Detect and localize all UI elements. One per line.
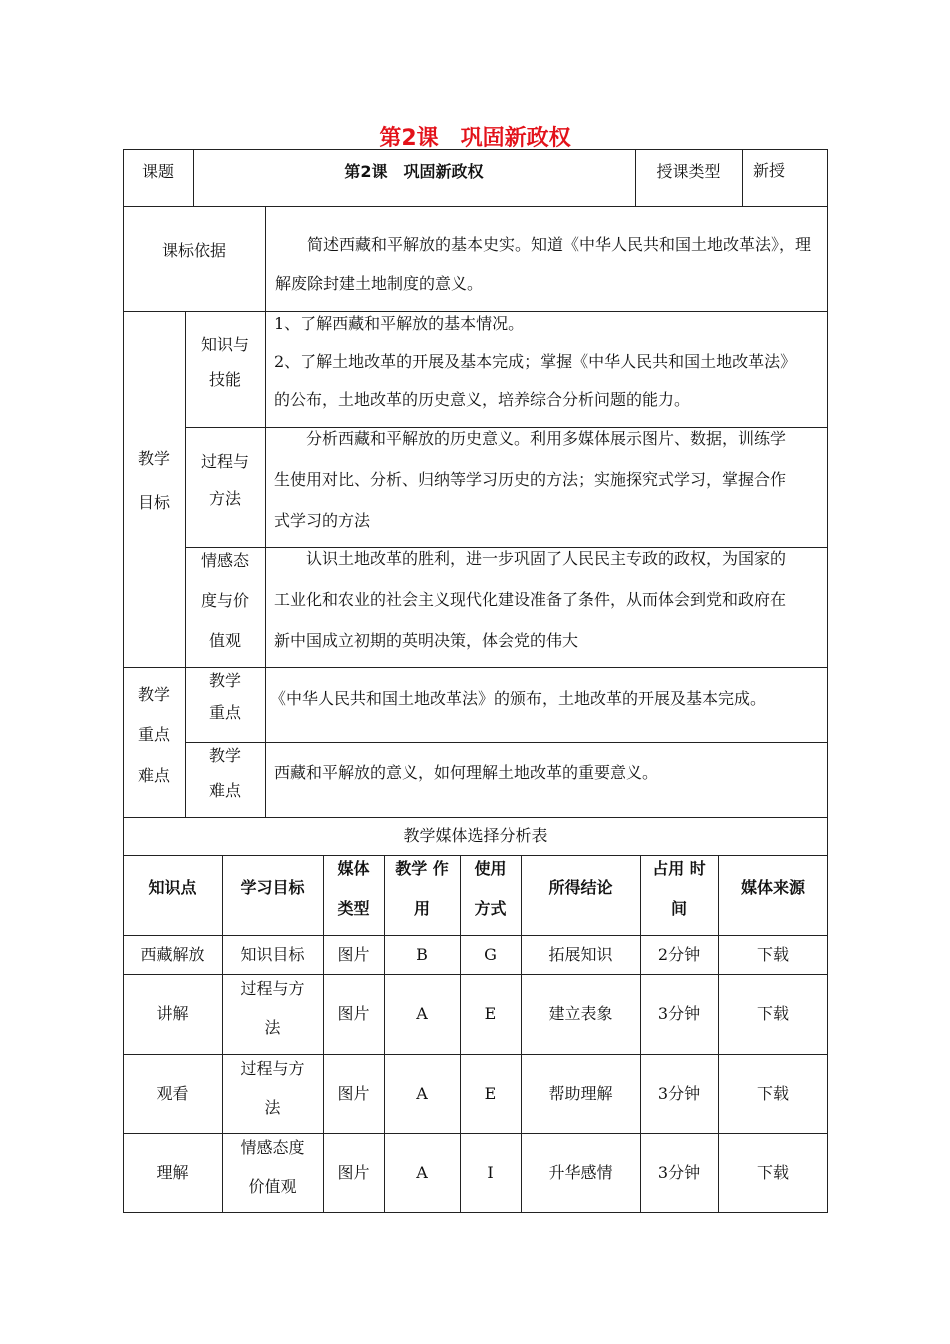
media-cell-type: 图片	[337, 1004, 370, 1023]
process-text: 生使用对比、分析、归纳等学习历史的方法；实施探究式学习，掌握合作	[274, 470, 787, 489]
media-cell-role: A	[416, 1163, 428, 1182]
media-cell-result: 拓展知识	[548, 944, 613, 964]
media-cell-role: B	[416, 944, 428, 964]
col-divider	[265, 206, 266, 311]
key-point-label: 教学	[208, 671, 241, 690]
attitude-text: 工业化和农业的社会主义现代化建设准备了条件，从而体会到党和政府在	[274, 590, 787, 609]
media-cell-time: 3分钟	[657, 1163, 701, 1182]
media-cell-type: 图片	[337, 944, 370, 964]
media-cell-time: 2分钟	[657, 944, 701, 964]
media-cell-time: 3分钟	[657, 1083, 701, 1103]
media-header-cell: 使用	[474, 859, 507, 878]
media-cell-goal: 法	[264, 1098, 281, 1117]
media-cell-source: 下载	[756, 1004, 789, 1023]
media-cell-goal: 价值观	[248, 1177, 297, 1196]
media-cell-method: G	[484, 944, 497, 964]
media-cell-source: 下载	[756, 1163, 789, 1182]
media-cell-source: 下载	[756, 1083, 789, 1103]
key-point-text: 《中华人民共和国土地改革法》的颁布，土地改革的开展及基本完成。	[270, 689, 767, 708]
lesson-type-label: 授课类型	[656, 162, 721, 181]
media-header-cell: 教学 作	[395, 859, 449, 878]
media-cell-goal: 过程与方	[240, 979, 305, 998]
media-header-cell: 用	[413, 899, 430, 918]
media-cell-goal: 知识目标	[240, 944, 305, 964]
media-cell-goal: 法	[264, 1018, 281, 1037]
subject-label: 课题	[141, 162, 174, 181]
media-cell-type: 图片	[337, 1083, 370, 1103]
media-header-cell: 类型	[337, 899, 370, 918]
media-cell-method: I	[487, 1163, 494, 1182]
media-header-cell: 占用 时	[652, 859, 706, 878]
col-divider	[742, 149, 743, 206]
standard-text: 简述西藏和平解放的基本史实。知道《中华人民共和国土地改革法》，理解废除封建土地制度的意义。	[275, 235, 812, 293]
key-point-label: 重点	[208, 703, 241, 722]
attitude-text: 新中国成立初期的英明决策，体会党的伟大	[274, 631, 579, 650]
subject-value: 第2课 巩固新政权	[344, 162, 484, 181]
difficulty-label: 教学	[208, 746, 241, 765]
difficulty-text: 西藏和平解放的意义，如何理解土地改革的重要意义。	[274, 763, 659, 782]
media-cell-role: A	[416, 1004, 428, 1023]
page-title: 第2课 巩固新政权	[379, 126, 571, 151]
attitude-label: 度与价	[200, 591, 249, 610]
media-header-cell: 媒体	[337, 859, 370, 878]
knowledge-label: 技能	[208, 370, 241, 389]
difficulty-label: 难点	[208, 781, 241, 800]
attitude-text: 认识土地改革的胜利，进一步巩固了人民民主专政的政权，为国家的	[274, 549, 787, 568]
media-cell-point: 西藏解放	[140, 944, 205, 964]
lesson-type-value: 新授	[753, 161, 786, 180]
focus-label: 教学	[137, 685, 170, 704]
media-header-cell: 知识点	[148, 878, 197, 897]
media-table-title: 教学媒体选择分析表	[403, 826, 548, 845]
media-cell-method: E	[484, 1083, 497, 1103]
row-divider	[123, 206, 828, 207]
media-cell-source: 下载	[756, 944, 789, 964]
media-cell-result: 建立表象	[548, 1004, 613, 1023]
focus-label: 重点	[137, 725, 170, 744]
media-cell-goal: 情感态度	[240, 1138, 305, 1157]
media-cell-method: E	[484, 1004, 497, 1023]
row-divider	[185, 742, 828, 743]
knowledge-text: 2、了解土地改革的开展及基本完成；掌握《中华人民共和国土地改革法》	[274, 352, 797, 371]
attitude-label: 值观	[208, 631, 241, 650]
media-header-cell: 方式	[474, 899, 507, 918]
media-header-cell: 所得结论	[548, 878, 613, 897]
media-cell-result: 升华感情	[548, 1163, 613, 1182]
media-cell-time: 3分钟	[657, 1004, 701, 1023]
process-text: 式学习的方法	[274, 511, 371, 530]
process-text: 分析西藏和平解放的历史意义。利用多媒体展示图片、数据，训练学	[274, 429, 787, 448]
attitude-label: 情感态	[200, 551, 249, 570]
process-label: 方法	[208, 489, 241, 508]
media-header-cell: 间	[670, 899, 687, 918]
media-cell-result: 帮助理解	[548, 1083, 613, 1103]
media-cell-point: 理解	[156, 1163, 189, 1182]
media-cell-point: 观看	[156, 1083, 189, 1103]
media-header-cell: 学习目标	[240, 878, 305, 897]
standard-label: 课标依据	[161, 241, 226, 260]
objectives-label-bottom: 目标	[137, 493, 170, 512]
media-cell-goal: 过程与方	[240, 1059, 305, 1078]
knowledge-label: 知识与	[200, 335, 249, 354]
process-label: 过程与	[200, 452, 249, 471]
col-divider	[265, 311, 266, 817]
knowledge-text: 1、了解西藏和平解放的基本情况。	[274, 314, 525, 333]
objectives-label-top: 教学	[137, 449, 170, 468]
media-cell-point: 讲解	[156, 1004, 189, 1023]
media-cell-role: A	[416, 1083, 428, 1103]
focus-label: 难点	[137, 766, 170, 785]
knowledge-text: 的公布，土地改革的历史意义，培养综合分析问题的能力。	[274, 390, 691, 409]
media-cell-type: 图片	[337, 1163, 370, 1182]
media-header-cell: 媒体来源	[740, 878, 805, 897]
